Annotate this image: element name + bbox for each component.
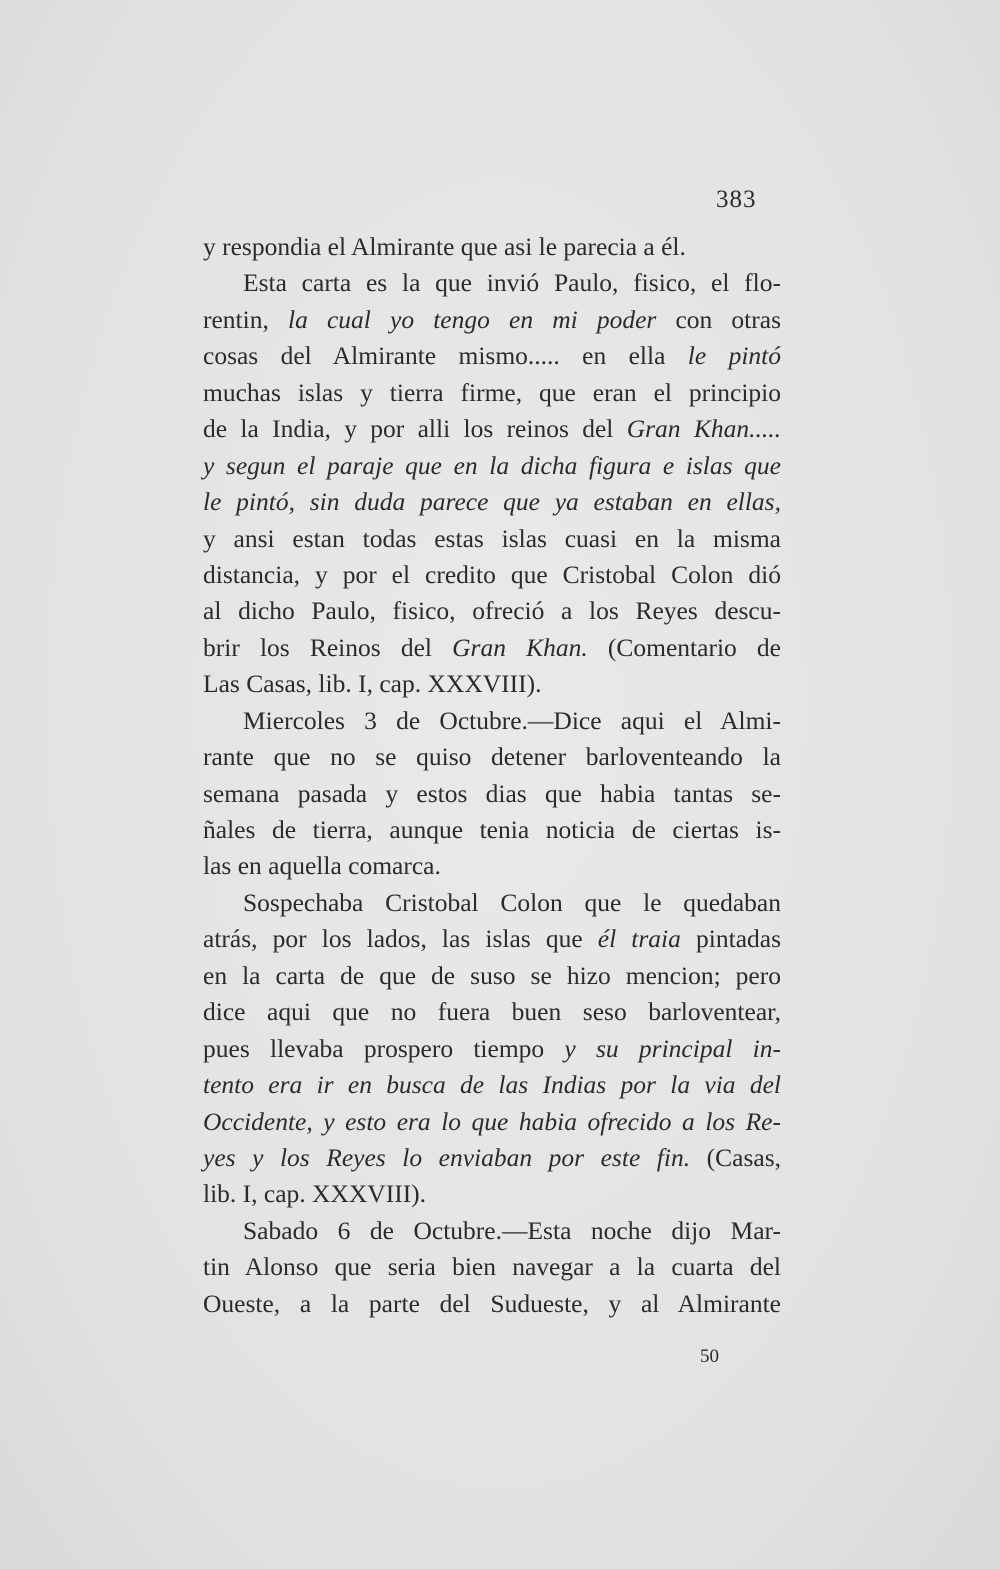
roman-text: con otras: [656, 304, 782, 334]
roman-text: y respondia el Almirante que asi le parecia a él.: [203, 232, 686, 261]
signature-mark: 50: [700, 1346, 719, 1367]
roman-text: Esta carta es la que invió Paulo, fisico, el flo-: [243, 268, 781, 298]
text-line: [203, 812, 781, 848]
text-line: [203, 375, 781, 411]
roman-text: pues llevaba prospero tiempo: [203, 1033, 565, 1063]
text-line: [203, 666, 781, 702]
text-line: [203, 885, 781, 921]
italic-text: Gran Khan.....: [626, 414, 781, 444]
italic-text: tento era ir en busca de las Indias por la via del: [203, 1070, 781, 1100]
roman-text: rentin,: [203, 304, 288, 334]
roman-text: distancia, y por el credito que Cristobal Colon dió: [203, 559, 781, 589]
roman-text: de la India, y por alli los reinos del: [203, 414, 627, 444]
text-line: [203, 593, 781, 629]
italic-text: yes y los Reyes lo enviaban por este fin.: [203, 1142, 691, 1172]
text-line: [203, 229, 781, 265]
roman-text: tin Alonso que seria bien navegar a la cuarta del: [203, 1252, 781, 1282]
text-line: [203, 1249, 781, 1285]
roman-text: semana pasada y estos dias que habia tantas se-: [203, 778, 781, 808]
italic-text: la cual yo tengo en mi poder: [288, 304, 657, 334]
italic-text: le pintó: [687, 341, 781, 371]
text-line: [203, 448, 781, 484]
roman-text: dice aqui que no fuera buen seso barloventear,: [203, 997, 781, 1027]
text-line: [203, 994, 781, 1030]
roman-text: cosas del Almirante mismo..... en ella: [203, 341, 688, 371]
text-line: [203, 557, 781, 593]
roman-text: Sospechaba Cristobal Colon que le quedaban: [243, 887, 781, 917]
text-line: [203, 630, 781, 666]
text-line: [203, 1286, 781, 1322]
roman-text: pintadas: [680, 924, 782, 954]
text-line: [203, 776, 781, 812]
roman-text: en la carta de que de suso se hizo mencion; pero: [203, 960, 781, 990]
roman-text: Las Casas, lib. I, cap. XXXVIII).: [203, 669, 542, 699]
text-line: [203, 1067, 781, 1103]
body-text: [203, 229, 781, 1322]
italic-text: Occidente, y esto era lo que habia ofrecido a los Re-: [203, 1106, 781, 1136]
roman-text: las en aquella comarca.: [203, 851, 441, 881]
text-line: [203, 411, 781, 447]
text-line: [203, 921, 781, 957]
italic-text: y segun el paraje que en la dicha figura e islas que: [203, 450, 781, 480]
roman-text: atrás, por los lados, las islas que: [203, 924, 598, 954]
text-line: [203, 1213, 781, 1249]
page-number: 383: [716, 186, 757, 213]
text-line: [203, 739, 781, 775]
text-line: [203, 1031, 781, 1067]
text-line: [203, 958, 781, 994]
roman-text: Sabado 6 de Octubre.—Esta noche dijo Mar-: [243, 1215, 781, 1245]
text-line: [203, 521, 781, 557]
text-line: [203, 703, 781, 739]
roman-text: Oueste, a la parte del Sudueste, y al Almirante: [203, 1288, 781, 1318]
text-line: [203, 1140, 781, 1176]
text-line: [203, 1176, 781, 1212]
text-line: [203, 1104, 781, 1140]
roman-text: brir los Reinos del: [203, 632, 453, 662]
roman-text: (Casas,: [690, 1142, 781, 1172]
text-line: [203, 484, 781, 520]
italic-text: Gran Khan.: [452, 632, 588, 662]
text-line: [203, 338, 781, 374]
italic-text: y su principal in-: [564, 1033, 781, 1063]
roman-text: al dicho Paulo, fisico, ofreció a los Reyes descu-: [203, 596, 781, 626]
roman-text: muchas islas y tierra firme, que eran el principio: [203, 377, 781, 407]
italic-text: le pintó, sin duda parece que ya estaban en ellas,: [203, 487, 781, 517]
roman-text: ñales de tierra, aunque tenia noticia de ciertas is-: [203, 815, 781, 844]
roman-text: lib. I, cap. XXXVIII).: [203, 1179, 427, 1209]
roman-text: (Comentario de: [587, 632, 781, 662]
roman-text: Miercoles 3 de Octubre.—Dice aqui el Almi-: [243, 705, 781, 735]
italic-text: él traia: [597, 924, 681, 954]
text-line: [203, 848, 781, 884]
roman-text: rante que no se quiso detener barloventeando la: [203, 742, 781, 772]
text-line: [203, 302, 781, 338]
roman-text: y ansi estan todas estas islas cuasi en la misma: [203, 523, 781, 553]
text-line: [203, 265, 781, 301]
